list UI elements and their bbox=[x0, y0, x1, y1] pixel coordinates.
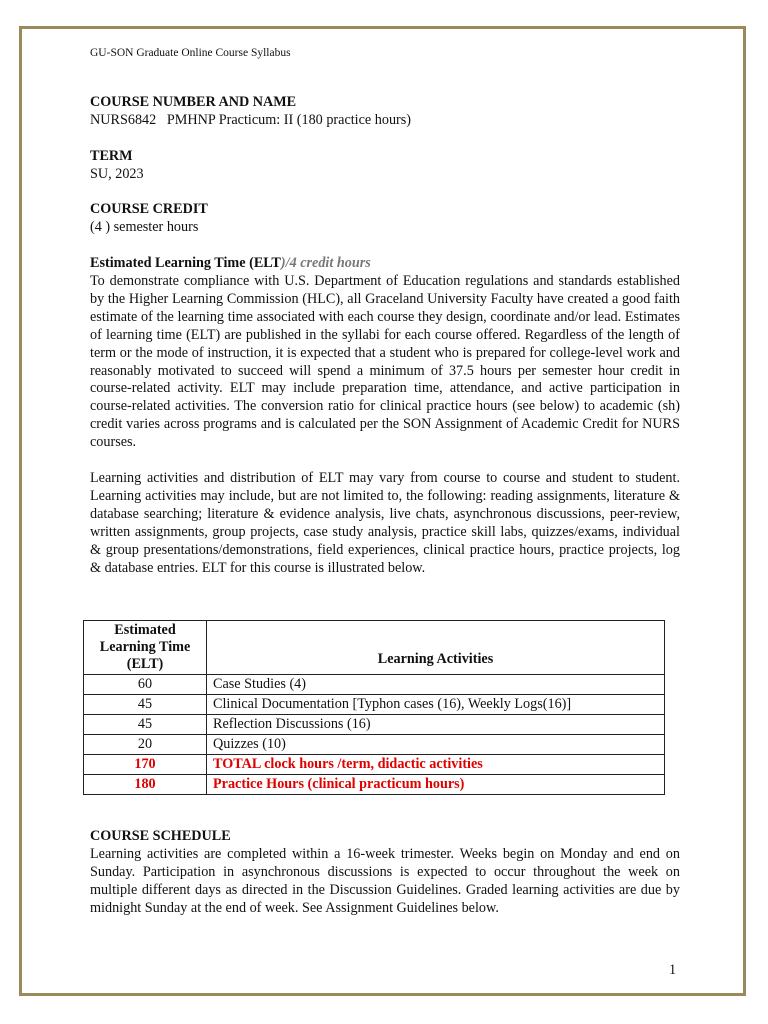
term-heading: TERM bbox=[90, 147, 133, 164]
table-header-row bbox=[84, 621, 665, 675]
elt-heading: Estimated Learning Time (ELT bbox=[90, 255, 281, 272]
table-cell-activity: Reflection Discussions (16) bbox=[207, 715, 665, 735]
table-row bbox=[84, 715, 665, 735]
table-row bbox=[84, 735, 665, 755]
table-header-elt: Estimated Learning Time (ELT) bbox=[84, 621, 207, 675]
elt-subheading: )/4 credit hours bbox=[280, 255, 371, 272]
course-section bbox=[90, 94, 680, 130]
table-row bbox=[84, 695, 665, 715]
table-cell-elt: 45 bbox=[84, 695, 207, 715]
course-heading: COURSE NUMBER AND NAME bbox=[90, 94, 297, 110]
table-cell-activity: Quizzes (10) bbox=[207, 735, 665, 755]
table-cell-elt: 60 bbox=[84, 675, 207, 695]
table-cell-elt: 180 bbox=[84, 775, 207, 795]
table-row-practice bbox=[84, 775, 665, 795]
course-value: NURS6842 PMHNP Practicum: II (180 practice hours) bbox=[90, 111, 412, 128]
credit-value: (4 ) semester hours bbox=[90, 219, 199, 236]
syllabus-content bbox=[90, 94, 680, 577]
table-cell-activity: Practice Hours (clinical practicum hours) bbox=[207, 775, 665, 795]
elt-paragraph-2: Learning activities and distribution of ELT may vary from course to course and student to student. Learning activities may include, but are not limited to, the following: reading assignments, literature & database searching; literature & evidence analysis, live chats, asynchronous discussions, peer-review, written assignments, group projects, case study analysis, practice skill labs, quizzes/exams, individual & group presentations/demonstrations, field experiences, clinical practice hours, practice projects, log & database entries. ELT for this course is illustrated below. bbox=[90, 469, 680, 576]
schedule-text: Learning activities are completed within a 16-week trimester. Weeks begin on Monday and end on Sunday. Participation in asynchronous discussions is expected to occur throughout the week on multiple different days as directed in the Discussion Guidelines. Graded learning activities are due by midnight Sunday at the end of week. See Assignment Guidelines below. bbox=[90, 845, 680, 916]
elt-table bbox=[83, 620, 665, 795]
elt-section bbox=[90, 255, 680, 577]
credit-heading: COURSE CREDIT bbox=[90, 201, 208, 218]
schedule-section bbox=[90, 828, 680, 918]
term-section bbox=[90, 148, 680, 184]
table-cell-activity: Case Studies (4) bbox=[207, 675, 665, 695]
schedule-heading: COURSE SCHEDULE bbox=[90, 828, 231, 844]
document-header: GU-SON Graduate Online Course Syllabus bbox=[90, 47, 291, 59]
table-row bbox=[84, 675, 665, 695]
table-cell-elt: 20 bbox=[84, 735, 207, 755]
table-cell-activity: TOTAL clock hours /term, didactic activities bbox=[207, 755, 665, 775]
table-cell-elt: 170 bbox=[84, 755, 207, 775]
table-cell-activity: Clinical Documentation [Typhon cases (16), Weekly Logs(16)] bbox=[207, 695, 665, 715]
credit-section bbox=[90, 201, 680, 237]
table-header-activities: Learning Activities bbox=[207, 621, 665, 675]
page-number: 1 bbox=[669, 962, 677, 978]
elt-title bbox=[90, 255, 680, 273]
term-value: SU, 2023 bbox=[90, 165, 144, 182]
table-row-total bbox=[84, 755, 665, 775]
elt-paragraph-1: To demonstrate compliance with U.S. Department of Education regulations and standards established by the Higher Learning Commission (HLC), all Graceland University Faculty have created a good faith estimate of the learning time associated with each course they design, coordinate and/or lead. Estimates of learning time (ELT) are published in the syllabi for each course offered. Regardless of the length of term or the mode of instruction, it is expected that a student who is prepared for college-level work and reasonably motivated to succeed will spend a minimum of 37.5 hours per semester hour credit in course-related activity. ELT may include preparation time, attendance, and active participation in course-related activities. The conversion ratio for clinical practice hours (see below) to academic (sh) credit varies across programs and is calculated per the SON Assignment of Academic Credit for NURS courses. bbox=[90, 273, 680, 451]
table-cell-elt: 45 bbox=[84, 715, 207, 735]
